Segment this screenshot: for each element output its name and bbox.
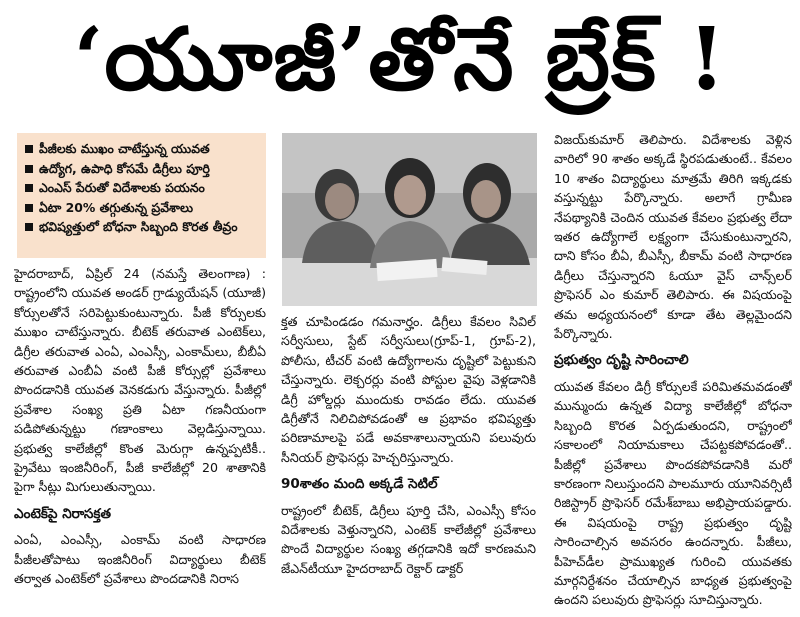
section-heading: 90శాతం మంది అక్కడే సెటిల్‌ [281, 476, 438, 493]
article-column-1 [14, 264, 266, 616]
highlight-item [25, 139, 262, 159]
paragraph: రాష్ట్రంలో బీటెక్‌, డిగ్రీలు పూర్తి చేసి, ఎంఎస్సీ కోసం విదేశాలకు వెళ్తున్నారని, ఎంటెక్‌ కాలేజీల్లో ప్రవేశాలు పొందే విద్యార్థుల సంఖ్య తగ్గడానికి ఇదో కారణమని జేఎన్‌టీయూ హైదరాబాద్‌ రెక్టార్‌ డాక్టర్‌ [281, 502, 536, 576]
bullet-square-icon [25, 204, 33, 212]
paragraph: హైదరాబాద్‌, ఏప్రిల్‌ 24 (నమస్తే తెలంగాణ) : రాష్ట్రంలోని యువత అండర్‌ గ్రాడ్యుయేషన్‌ (యూజీ) కోర్సులతోనే సరిపెట్టుకుంటున్నారు. పీజీ కోర్సులకు ముఖం చాటేస్తున్నారు. బీటెక్‌ తరువాత ఎంటెక్‌లు, డిగ్రీల తరువాత ఎంఏ, ఎంఎస్సీ, ఎంకామ్‌లు, బీబీఏ తరువాత ఎంబీఏ వంటి పీజీ కోర్సుల్లో ప్రవేశాలు పొందడానికి యువత వెనకడుగు వేస్తున్నారు. పీజీల్లో ప్రవేశాల సంఖ్య ప్రతి ఏటా గణనీయంగా పడిపోతున్నట్టు గణాంకాలు వెల్లడిస్తున్నాయి. ప్రభుత్వ కాలేజీల్లో కొంత మెరుగ్గా ఉన్నప్పటికీ.. ప్రైవేటు ఇంజినీరింగ్‌, పీజీ కాలేజీల్లో 20 శాతానికి పైగా సీట్లు మిగులుతున్నాయి. [14, 266, 266, 495]
bullet-square-icon [25, 184, 33, 192]
paragraph: ఎంఏ, ఎంఎస్సీ, ఎంకామ్‌ వంటి సాధారణ పీజీలతోపాటు ఇంజినీరింగ్‌ విద్యార్థులు బీటెక్‌ తర్వాత ఎంటెక్‌లో ప్రవేశాలు పొందడానికి నిరాస [14, 532, 266, 587]
headline: ‘యూజీ’తోనే బ్రేక్‌ ! [73, 9, 727, 110]
highlight-text: పీజీలకు ముఖం చాటేస్తున్న యువత [39, 141, 210, 156]
bullet-square-icon [25, 145, 33, 153]
bullet-square-icon [25, 165, 33, 173]
highlight-text: ఏటా 20% తగ్గుతున్న ప్రవేశాలు [39, 199, 194, 215]
article-column-3 [554, 130, 792, 616]
highlights-box [17, 133, 266, 258]
article-column-2 [281, 312, 536, 616]
students-photo [282, 133, 537, 306]
highlight-text: ఎంఎస్‌ పేరుతో విదేశాలకు పయనం [39, 180, 205, 196]
paragraph: క్తత చూపిండడం గమనార్హం. డిగ్రీలు కేవలం సివిల్‌ సర్వీసులు, స్టేట్‌ సర్వీసులు(గ్రూప్‌-1, గ్రూప్‌-2), పోలీసు, టీచర్‌ వంటి ఉద్యోగాలను దృష్టిలో పెట్టుకుని చేస్తున్నారు. లెక్చరర్లు వంటి పోస్టుల వైపు వెళ్లడానికి డిగ్రీ హోల్డర్లు ముందుకు రావడం లేదు. యువత డిగ్రీతోనే నిలిచిపోవడంతో ఆ ప్రభావం భవిష్యత్తు పరిణామాలపై పడే అవకాశాలున్నాయని పలువురు సీనియర్‌ ప్రొఫెసర్లు హెచ్చరిస్తున్నారు. [281, 314, 536, 465]
section-heading: ప్రభుత్వం దృష్టి సారించాలి [554, 352, 689, 369]
highlight-item [25, 198, 262, 218]
highlight-item [25, 217, 262, 237]
highlight-text: ఉద్యోగ, ఉపాధి కోసమే డిగ్రీలు పూర్తి [39, 160, 210, 176]
students-illustration [282, 133, 537, 306]
section-heading: ఎంటెక్‌పై నిరాసక్తత [14, 505, 111, 522]
highlight-text: భవిష్యత్తులో బోధనా సిబ్బంది కొరత తీవ్రం [39, 219, 238, 235]
highlight-item [25, 178, 262, 198]
highlight-item [25, 159, 262, 179]
paragraph: విజయ్‌కుమార్‌ తెలిపారు. విదేశాలకు వెళ్లిన వారిలో 90 శాతం అక్కడే స్థిరపడుతుంటే.. కేవలం 10 శాతం విద్యార్థులు మాత్రమే తిరిగి ఇక్కడకు వస్తున్నట్టు పేర్కొన్నారు. అలాగే గ్రామీణ నేపథ్యానికి చెందిన యువత కేవలం ప్రభుత్వ లేదా ఇతర ఉద్యోగాలే లక్ష్యంగా చేసుకుంటున్నారని, దాని కోసం బీఏ, బీఎస్సీ, బీకామ్‌ వంటి సాధారణ డిగ్రీలు చేస్తున్నారని ఓయూ వైస్‌ చాన్స్‌లర్‌ ప్రొఫెసర్‌ ఎం కుమార్‌ తెలిపారు. ఈ విషయంపై తమ అధ్యయనంలో కూడా తేట తెల్లమైందని పేర్కొన్నారు. [554, 132, 792, 342]
bullet-square-icon [25, 223, 33, 231]
paragraph: యువత కేవలం డిగ్రీ కోర్సులకే పరిమితమవడంతో మున్ముందు ఉన్నత విద్యా కాలేజీల్లో బోధనా సిబ్బంది కొరత ఏర్పడుతుందని, రాష్ట్రంలో సకాలంలో నియామకాలు చేపట్టకపోవడంతో.. పీజీల్లో ప్రవేశాలు పొందకపోవడానికి మరో కారణంగా నిలుస్తుందని పాలమూరు యూనివర్సిటీ రిజిస్ట్రార్‌ ప్రొఫెసర్‌ రమేశ్‌బాబు అభిప్రాయపడ్డారు. ఈ విషయంపై రాష్ట్ర ప్రభుత్వం దృష్టి సారించాల్సిన అవసరం ఉందన్నారు. పీజీలు, పీహెచ్‌డీల ప్రాముఖ్యత గురించి యువతకు మార్గనిర్దేశనం చేయాల్సిన బాధ్యత ప్రభుత్వంపై ఉందని పలువురు ప్రొఫెసర్లు సూచిస్తున్నారు. [554, 378, 792, 608]
